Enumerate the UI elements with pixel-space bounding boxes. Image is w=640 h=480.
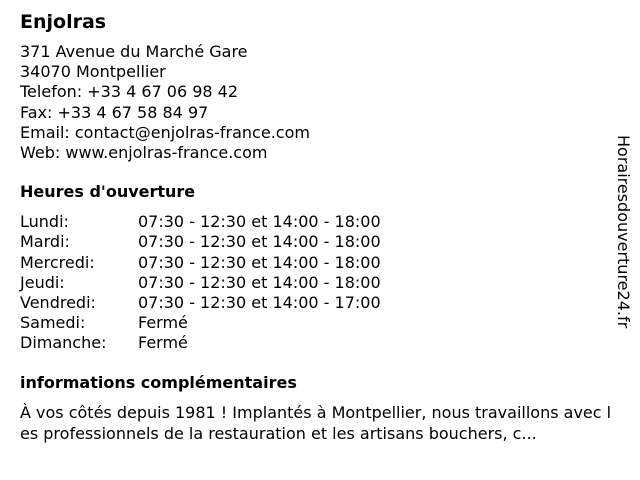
hours-row-wednesday [20,253,620,273]
day-label: Vendredi: [20,293,96,313]
hours-row-monday [20,212,620,232]
phone-number: Telefon: +33 4 67 06 98 42 [20,82,239,102]
day-label: Dimanche: [20,333,107,353]
hours-row-friday [20,293,620,313]
business-card [20,10,620,444]
hours-value: Fermé [138,313,188,333]
hours-heading: Heures d'ouverture [20,182,196,202]
hours-value: Fermé [138,333,188,353]
address-line-2: 34070 Montpellier [20,62,166,82]
day-label: Samedi: [20,313,86,333]
business-name: Enjolras [20,11,107,33]
hours-table [20,212,620,353]
hours-value: 07:30 - 12:30 et 14:00 - 18:00 [138,212,381,232]
hours-row-tuesday [20,232,620,252]
fax-number: Fax: +33 4 67 58 84 97 [20,102,209,122]
website: Web: www.enjolras-france.com [20,143,268,163]
day-label: Mercredi: [20,252,95,272]
hours-row-thursday [20,273,620,293]
info-description: À vos côtés depuis 1981 ! Implantés à Montpellier, nous travaillons avec les professionnels de la restauration et les artisans bouchers, c... [20,402,612,443]
hours-row-saturday [20,313,620,333]
hours-value: 07:30 - 12:30 et 14:00 - 17:00 [138,293,381,313]
hours-row-sunday [20,333,620,353]
info-heading: informations complémentaires [20,372,297,392]
email-address: Email: contact@enjolras-france.com [20,122,310,142]
day-label: Jeudi: [20,272,65,292]
address-line-1: 371 Avenue du Marché Gare [20,42,248,61]
watermark-text: Horairesdouverture24.fr [614,135,633,329]
hours-value: 07:30 - 12:30 et 14:00 - 18:00 [138,252,381,272]
day-label: Mardi: [20,232,70,252]
hours-value: 07:30 - 12:30 et 14:00 - 18:00 [138,272,381,292]
day-label: Lundi: [20,212,69,232]
hours-value: 07:30 - 12:30 et 14:00 - 18:00 [138,232,381,252]
